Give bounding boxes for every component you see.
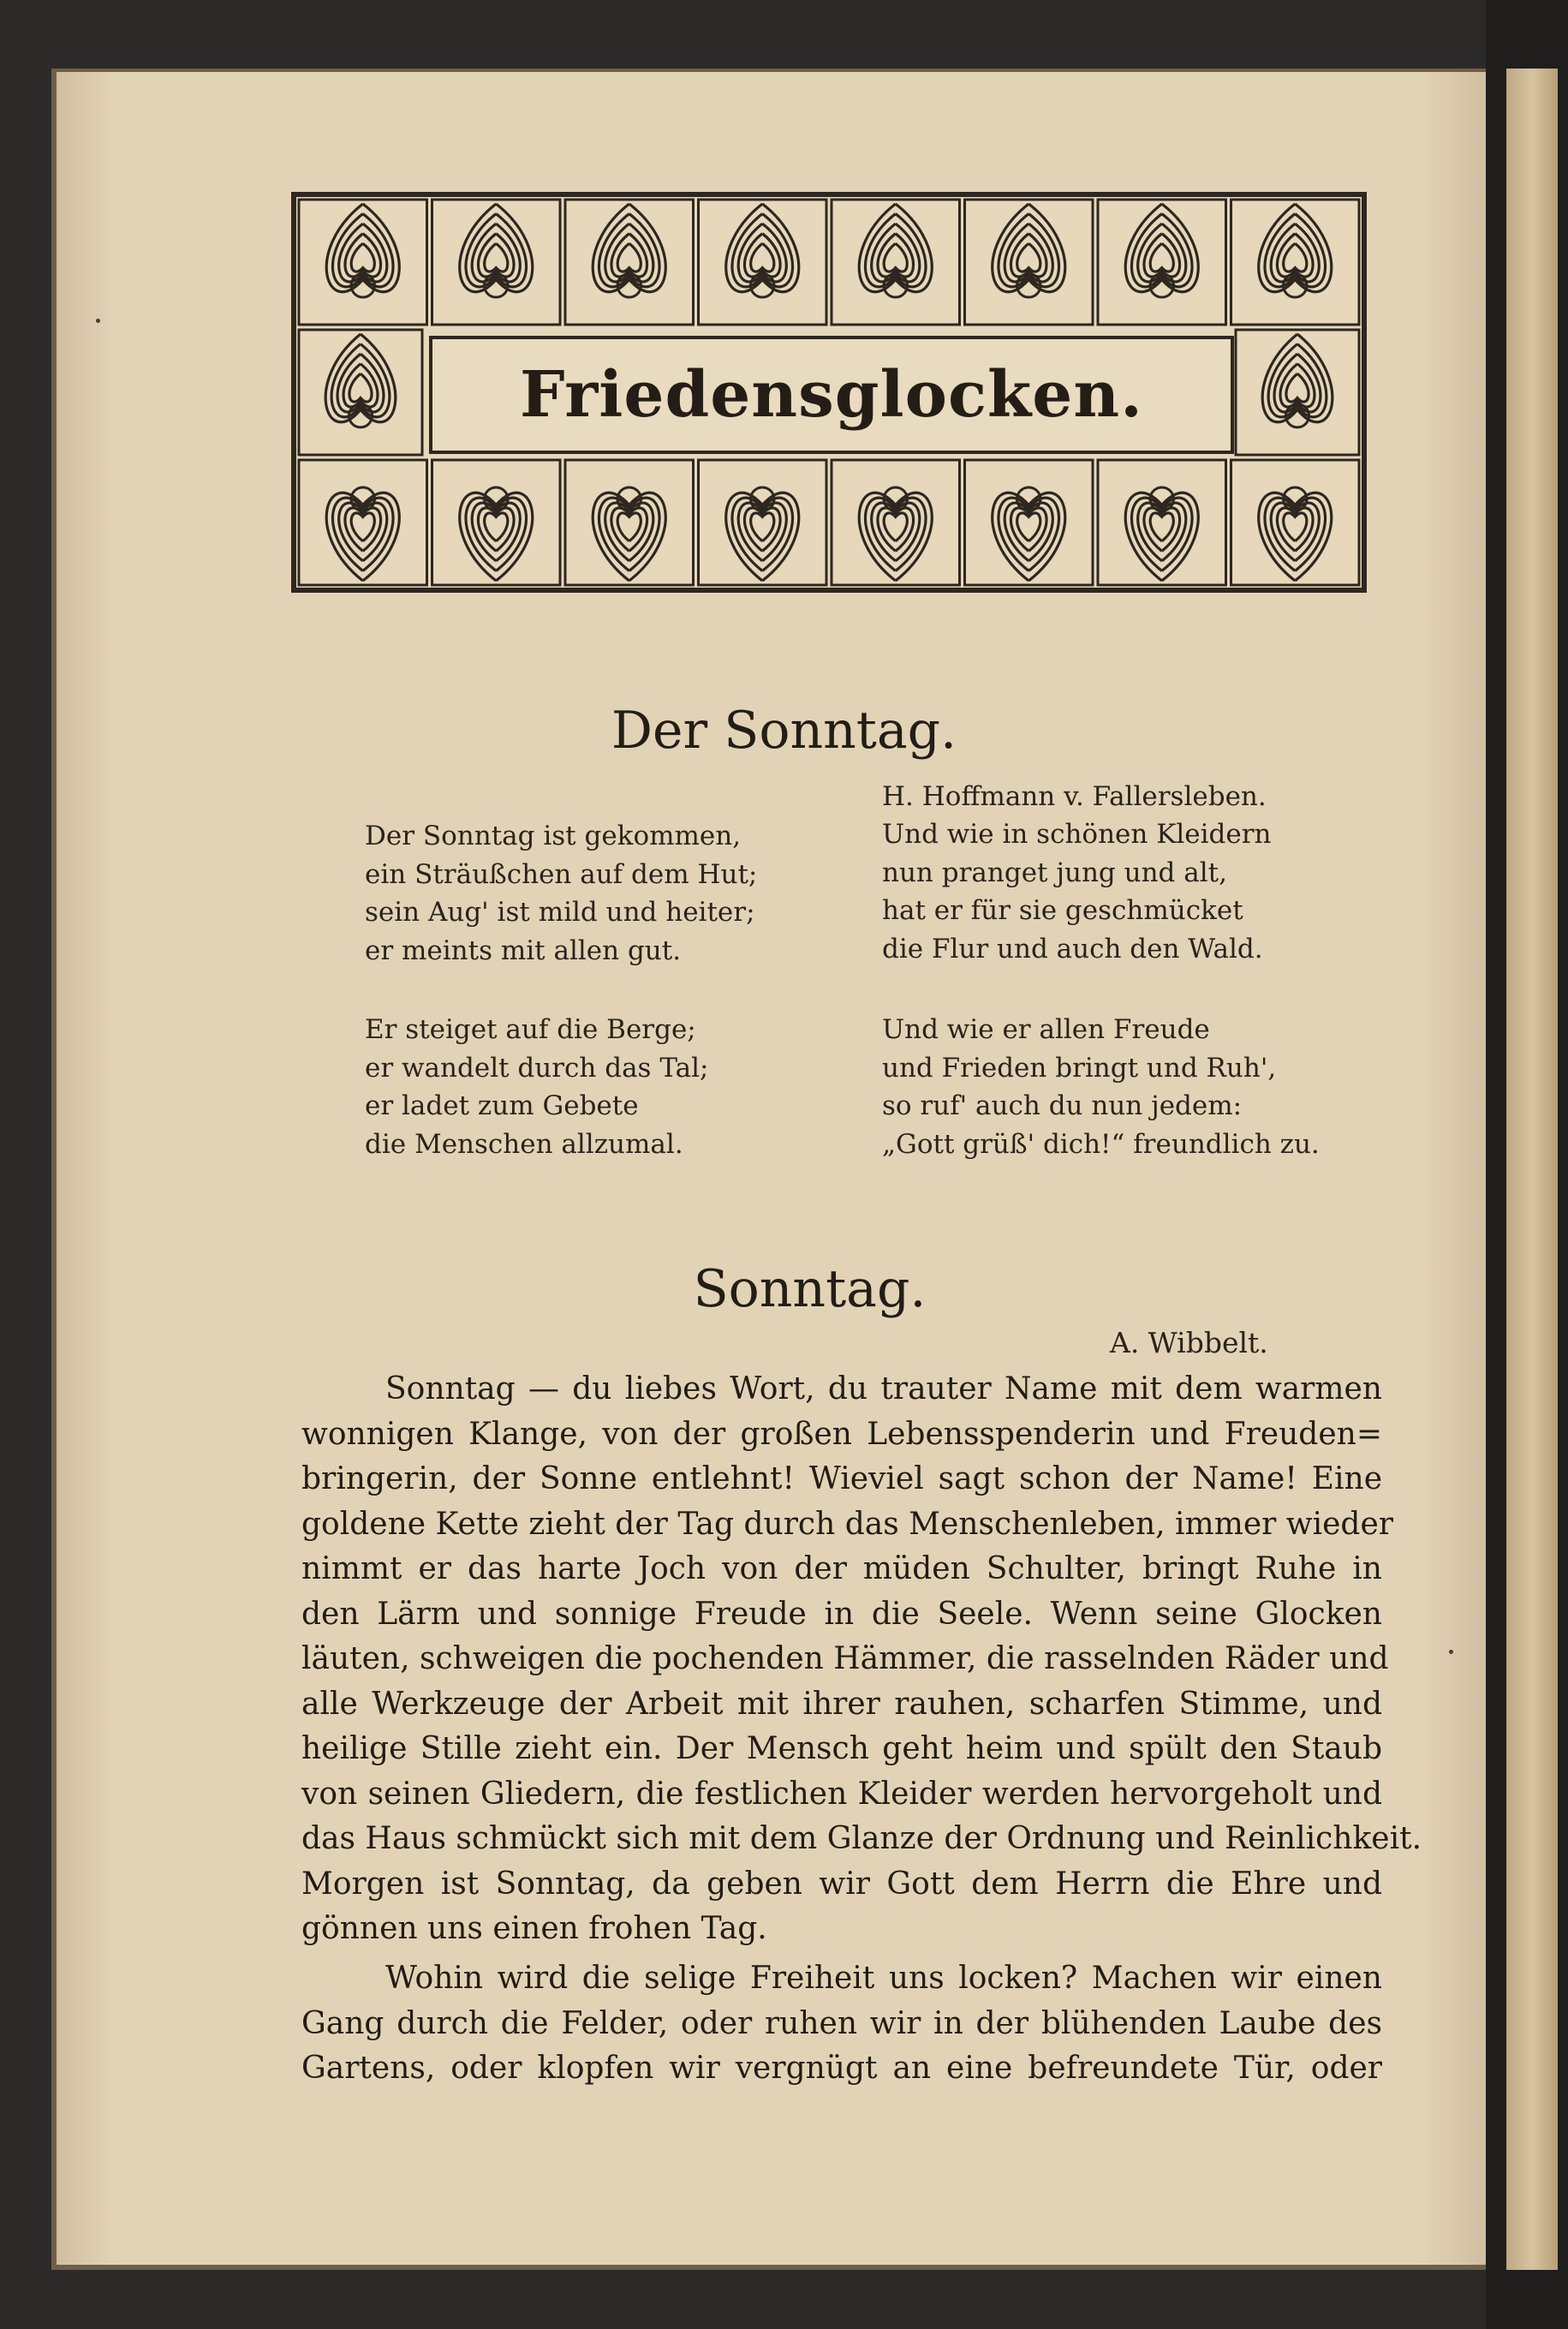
poem-line: die Flur und auch den Wald. [882, 933, 1263, 964]
prose-line: nimmt er das harte Joch von der müden Schulter, bringt Ruhe in [301, 1551, 1382, 1586]
next-page-edge [1506, 69, 1558, 2270]
prose-line: Gartens, oder klopfen wir vergnügt an eine befreundete Tür, oder [301, 2051, 1382, 2086]
poem-line: und Frieden bringt und Ruh', [882, 1052, 1277, 1084]
paper-speck [96, 319, 100, 323]
ornament-tile [299, 330, 422, 455]
poem-line: ein Sträußchen auf dem Hut; [365, 858, 758, 890]
poem-line: er meints mit allen gut. [365, 935, 682, 966]
ornament-tile [299, 200, 427, 325]
poem-line: sein Aug' ist mild und heiter; [365, 897, 755, 928]
ornament-tile [1098, 460, 1226, 585]
ornament-tile [1231, 460, 1360, 585]
poem-line: Und wie er allen Freude [882, 1014, 1210, 1045]
ornament-tile [299, 460, 427, 585]
page-title: Friedensglocken. [520, 358, 1143, 432]
poem-line: Er steiget auf die Berge; [365, 1014, 696, 1045]
prose-author: A. Wibbelt. [1110, 1326, 1268, 1359]
prose-line: läuten, schweigen die pochenden Hämmer, die rasselnden Räder und [301, 1641, 1389, 1676]
prose-line: goldene Kette zieht der Tag durch das Menschenleben, immer wieder [301, 1506, 1393, 1542]
poem-stanza [365, 1011, 708, 1163]
ornamental-header [291, 192, 1367, 593]
prose-title: Sonntag. [693, 1259, 927, 1319]
poem-line: nun pranget jung und alt, [882, 857, 1227, 888]
prose-line: heilige Stille zieht ein. Der Mensch geht heim und spült den Staub [301, 1731, 1382, 1766]
poem-line: so ruf' auch du nun jedem: [882, 1090, 1243, 1121]
ornament-tile [565, 200, 694, 325]
ornament-tile [432, 460, 561, 585]
ornament-tile [832, 460, 960, 585]
poem-line: er ladet zum Gebete [365, 1090, 639, 1121]
prose-line: Morgen ist Sonntag, da geben wir Gott dem Herrn die Ehre und [301, 1866, 1382, 1902]
prose-line: wonnigen Klange, von der großen Lebensspenderin und Freuden= [301, 1416, 1382, 1452]
prose-line: bringerin, der Sonne entlehnt! Wieviel sagt schon der Name! Eine [301, 1461, 1382, 1496]
ornament-tile [432, 200, 561, 325]
prose-line: Gang durch die Felder, oder ruhen wir in der blühenden Laube des [301, 2005, 1382, 2041]
poem-line: Der Sonntag ist gekommen, [365, 821, 742, 851]
prose-line: gönnen uns einen frohen Tag. [301, 1911, 767, 1946]
paper-speck [1449, 1650, 1453, 1654]
prose-paragraph [301, 1956, 1382, 2092]
poem-line: „Gott grüß' dich!“ freundlich zu. [882, 1128, 1320, 1160]
ornament-tile [1098, 200, 1226, 325]
title-panel [429, 336, 1234, 454]
prose-line: von seinen Gliedern, die festlichen Kleider werden hervorgeholt und [301, 1776, 1382, 1812]
poem-stanza [365, 817, 757, 970]
prose-line: alle Werkzeuge der Arbeit mit ihrer rauhen, scharfen Stimme, und [301, 1686, 1382, 1722]
ornament-tile [1231, 200, 1360, 325]
ornament-tile [1236, 330, 1359, 455]
prose-line: Sonntag — du liebes Wort, du trauter Name mit dem warmen [385, 1371, 1382, 1406]
poem-stanza [882, 815, 1272, 968]
ornament-tile [832, 200, 960, 325]
poem-line: hat er für sie geschmücket [882, 895, 1243, 926]
ornament-tile [565, 460, 694, 585]
ornament-tile [965, 460, 1094, 585]
poem-author: H. Hoffmann v. Fallersleben. [882, 781, 1267, 812]
poem-stanza [882, 1011, 1320, 1163]
poem-line: Und wie in schönen Kleidern [882, 819, 1272, 850]
prose-line: das Haus schmückt sich mit dem Glanze der Ordnung und Reinlichkeit. [301, 1821, 1422, 1856]
book-edge [1486, 0, 1568, 2329]
poem-title: Der Sonntag. [611, 701, 957, 761]
ornament-tile [699, 200, 827, 325]
prose-paragraph [301, 1367, 1422, 1952]
ornament-tile [965, 200, 1094, 325]
prose-line: Wohin wird die selige Freiheit uns locken? Machen wir einen [385, 1961, 1382, 1996]
ornament-tile [699, 460, 827, 585]
poem-line: er wandelt durch das Tal; [365, 1052, 709, 1084]
prose-line: den Lärm und sonnige Freude in die Seele. Wenn seine Glocken [301, 1596, 1382, 1632]
poem-line: die Menschen allzumal. [365, 1128, 683, 1160]
